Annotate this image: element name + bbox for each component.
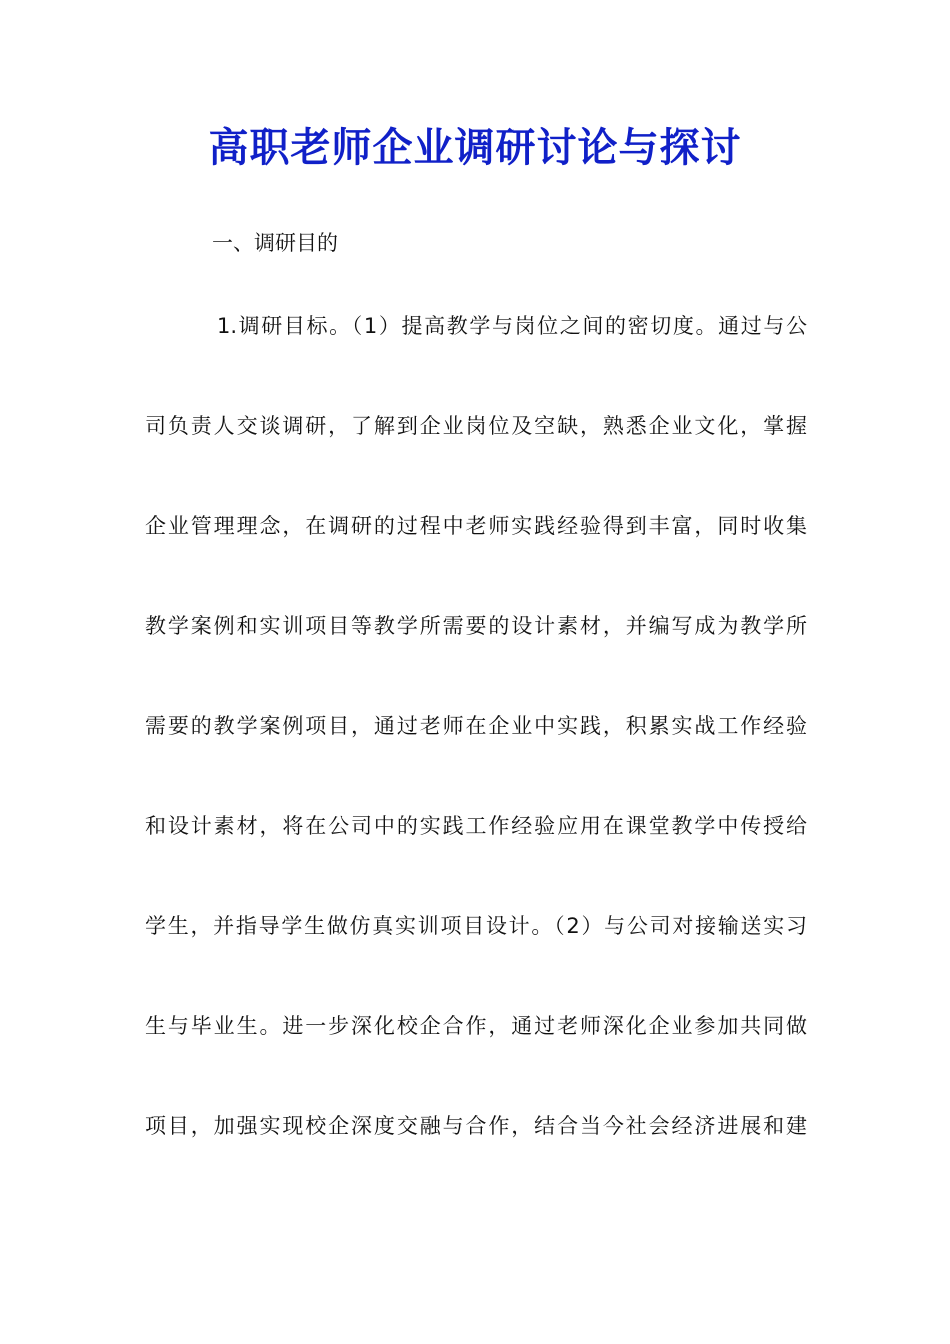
paragraph-line: 教学案例和实训项目等教学所需要的设计素材，并编写成为教学所 [145, 614, 807, 638]
paragraph-line: 和设计素材，将在公司中的实践工作经验应用在课堂教学中传授给 [145, 814, 807, 838]
paragraph-line: 司负责人交谈调研，了解到企业岗位及空缺，熟悉企业文化，掌握 [145, 414, 807, 438]
paragraph-line: 生与毕业生。进一步深化校企合作，通过老师深化企业参加共同做 [145, 1014, 807, 1038]
paragraph-line: 1.调研目标。（1）提高教学与岗位之间的密切度。通过与公 [217, 314, 807, 338]
paragraph-line: 需要的教学案例项目，通过老师在企业中实践，积累实战工作经验 [145, 714, 807, 738]
document-title: 高职老师企业调研讨论与探讨 [208, 124, 742, 171]
body-paragraph [145, 306, 807, 1206]
paragraph-line: 项目，加强实现校企深度交融与合作，结合当今社会经济进展和建 [145, 1114, 807, 1138]
paragraph-line: 企业管理理念，在调研的过程中老师实践经验得到丰富，同时收集 [145, 514, 807, 538]
paragraph-line: 学生，并指导学生做仿真实训项目设计。（2）与公司对接输送实习 [145, 914, 807, 938]
section-heading: 一、调研目的 [212, 231, 338, 255]
